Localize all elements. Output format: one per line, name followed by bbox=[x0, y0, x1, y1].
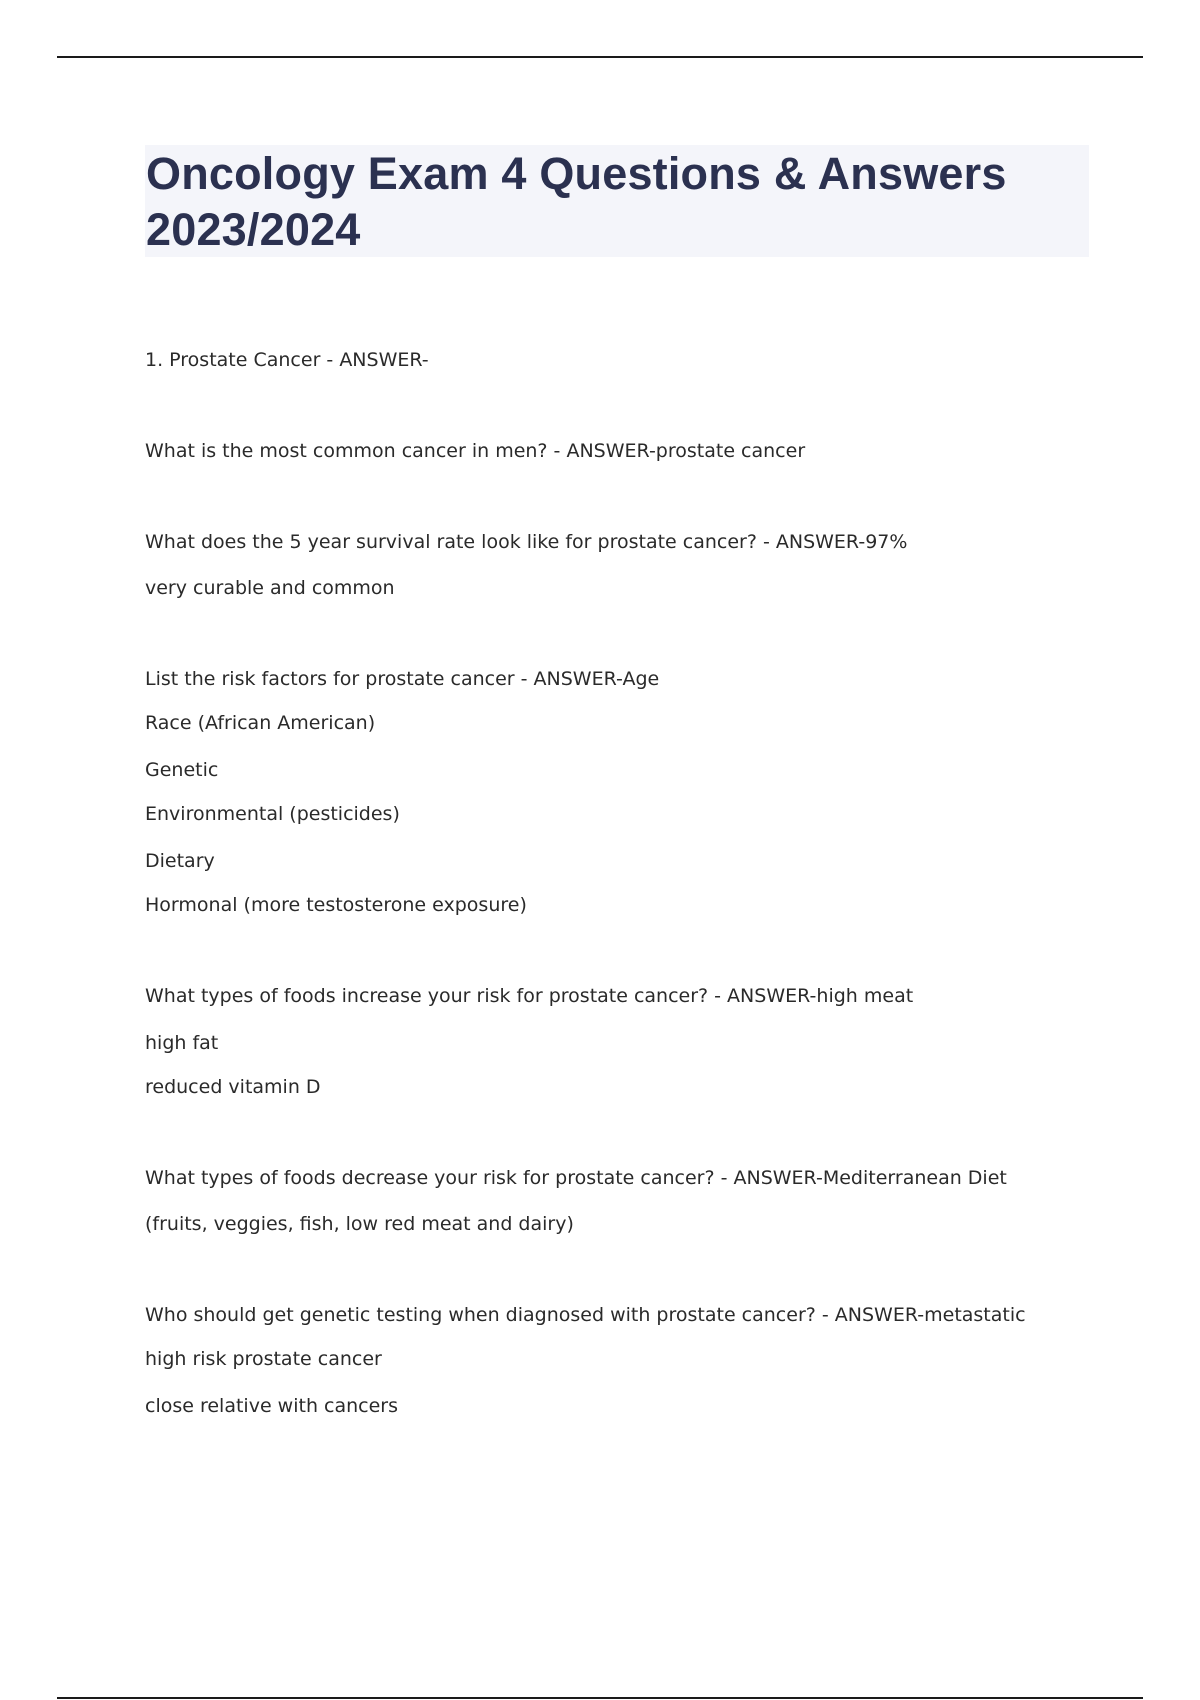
answer-line: (fruits, veggies, fish, low red meat and dairy) bbox=[145, 1213, 574, 1235]
answer-line: Genetic bbox=[145, 759, 219, 781]
document-title bbox=[146, 146, 1086, 258]
answer-line: Hormonal (more testosterone exposure) bbox=[145, 894, 527, 916]
answer-line: very curable and common bbox=[145, 577, 395, 599]
answer-line: reduced vitamin D bbox=[145, 1076, 321, 1098]
top-rule bbox=[57, 56, 1143, 58]
question-line: What types of foods increase your risk for prostate cancer? - ANSWER-high meat bbox=[145, 985, 914, 1007]
question-line: What types of foods decrease your risk for prostate cancer? - ANSWER-Mediterranean Diet bbox=[145, 1167, 1007, 1189]
answer-line: Dietary bbox=[145, 850, 215, 872]
bottom-rule bbox=[57, 1697, 1143, 1699]
answer-line: high fat bbox=[145, 1032, 219, 1054]
question-heading: 1. Prostate Cancer - ANSWER- bbox=[145, 349, 429, 371]
question-line: List the risk factors for prostate cancer - ANSWER-Age bbox=[145, 668, 660, 690]
question-line: What is the most common cancer in men? - ANSWER-prostate cancer bbox=[145, 440, 806, 462]
answer-line: close relative with cancers bbox=[145, 1395, 399, 1417]
question-line: Who should get genetic testing when diagnosed with prostate cancer? - ANSWER-metastatic bbox=[145, 1304, 1026, 1326]
title-line-2: 2023/2024 bbox=[146, 204, 361, 255]
answer-line: Race (African American) bbox=[145, 712, 376, 734]
title-line-1: Oncology Exam 4 Questions & Answers bbox=[146, 148, 1007, 199]
answer-line: high risk prostate cancer bbox=[145, 1348, 382, 1370]
answer-line: Environmental (pesticides) bbox=[145, 803, 400, 825]
question-line: What does the 5 year survival rate look like for prostate cancer? - ANSWER-97% bbox=[145, 531, 908, 553]
